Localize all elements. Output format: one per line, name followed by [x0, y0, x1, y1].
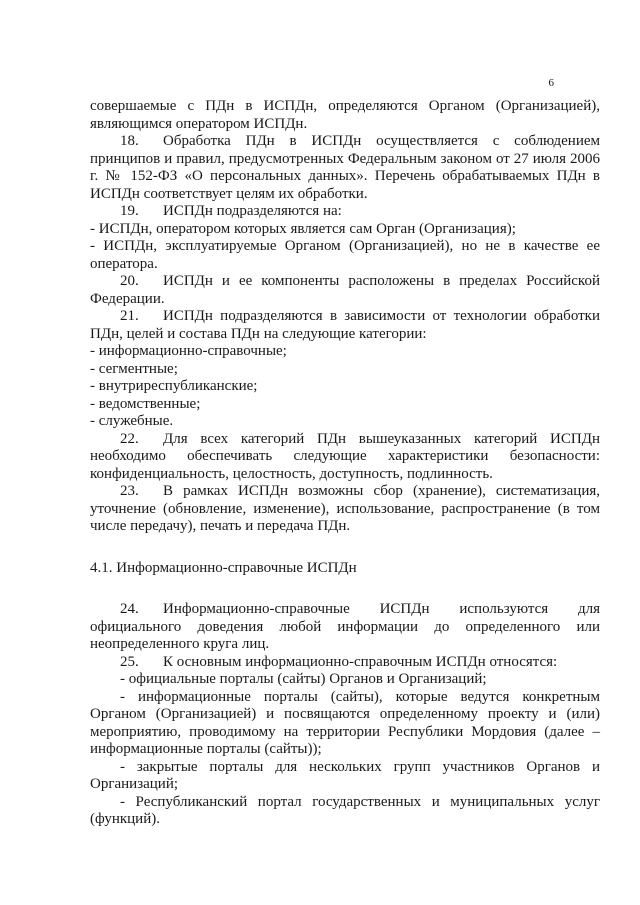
document-body — [90, 98, 600, 829]
clause-number: 24. — [120, 601, 139, 617]
clause-19 — [90, 203, 600, 221]
clause-text: Обработка ПДн в ИСПДн осуществляется с соблюдением принципов и правил, предусмотренных Федеральным законом от 27 июля 2006 г. № 152-ФЗ «О персональных данных». Перечень обрабатываемых ПДн в ИСПДн соответствует целям их обработки. — [90, 133, 600, 202]
list-item-text: - закрытые порталы для нескольких групп участников Органов и Организаций; — [90, 758, 600, 792]
list-item-text: - официальные порталы (сайты) Органов и Организаций; — [120, 671, 487, 687]
list-item-text: - сегментные; — [90, 360, 178, 377]
clause-22 — [90, 431, 600, 484]
section-heading: 4.1. Информационно-справочные ИСПДн — [90, 559, 357, 576]
list-item-text: - информационные порталы (сайты), которые ведутся конкретным Органом (Организацией) и посвящаются определенному проекту и (или) мероприятию, проводимому на территории Республики Мордовия (далее – информационные порталы (сайты)); — [90, 688, 600, 757]
list-item — [90, 689, 600, 759]
clause-number: 22. — [120, 430, 139, 447]
clause-number: 21. — [120, 308, 139, 324]
list-item-text: - ИСПДн, эксплуатируемые Органом (Организацией), но не в качестве ее оператора. — [90, 238, 600, 272]
list-item — [90, 759, 600, 794]
list-item-text: - внутриреспубликанские; — [90, 378, 258, 394]
list-item — [90, 361, 600, 379]
clause-text: ИСПДн подразделяются в зависимости от технологии обработки ПДн, целей и состава ПДн на следующие категории: — [90, 308, 600, 342]
list-item — [90, 671, 600, 689]
list-item-text: - ИСПДн, оператором которых является сам Орган (Организация); — [90, 220, 516, 237]
clause-text: Для всех категорий ПДн вышеуказанных категорий ИСПДн необходимо обеспечивать следующие характеристики безопасности: конфиденциальность, целостность, доступность, подлинность. — [90, 430, 600, 482]
clause-20 — [90, 273, 600, 308]
clause-number: 20. — [120, 273, 139, 289]
clause-number: 25. — [120, 653, 139, 670]
paragraph-continuation — [90, 98, 600, 133]
clause-text: К основным информационно-справочным ИСПДн относятся: — [163, 653, 558, 670]
clause-number: 23. — [120, 483, 139, 499]
paragraph-text: совершаемые с ПДн в ИСПДн, определяются Органом (Организацией), являющимся оператором ИСПДн. — [90, 98, 600, 132]
list-item-text: - служебные. — [90, 413, 174, 429]
list-item — [90, 413, 600, 431]
list-item — [90, 221, 600, 239]
list-item — [90, 378, 600, 396]
clause-text: ИСПДн подразделяются на: — [163, 203, 342, 219]
page-number: 6 — [548, 77, 554, 89]
clause-text: В рамках ИСПДн возможны сбор (хранение), систематизация, уточнение (обновление, изменение), использование, распространение (в том числе передачу), печать и передача ПДн. — [90, 483, 600, 534]
clause-21 — [90, 308, 600, 343]
clause-number: 19. — [120, 203, 139, 219]
clause-text: ИСПДн и ее компоненты расположены в пределах Российской Федерации. — [90, 273, 600, 307]
list-item — [90, 238, 600, 273]
clause-text: Информационно-справочные ИСПДн используются для официального доведения любой информации до определенного или неопределенного круга лиц. — [90, 601, 600, 652]
clause-23 — [90, 483, 600, 536]
clause-number: 18. — [120, 133, 139, 149]
clause-18 — [90, 133, 600, 203]
list-item — [90, 794, 600, 829]
clause-25 — [90, 654, 600, 672]
list-item-text: - информационно-справочные; — [90, 343, 287, 359]
list-item-text: - Республиканский портал государственных и муниципальных услуг (функций). — [90, 793, 600, 827]
list-item — [90, 396, 600, 414]
list-item-text: - ведомственные; — [90, 395, 201, 412]
list-item — [90, 343, 600, 361]
clause-24 — [90, 601, 600, 654]
